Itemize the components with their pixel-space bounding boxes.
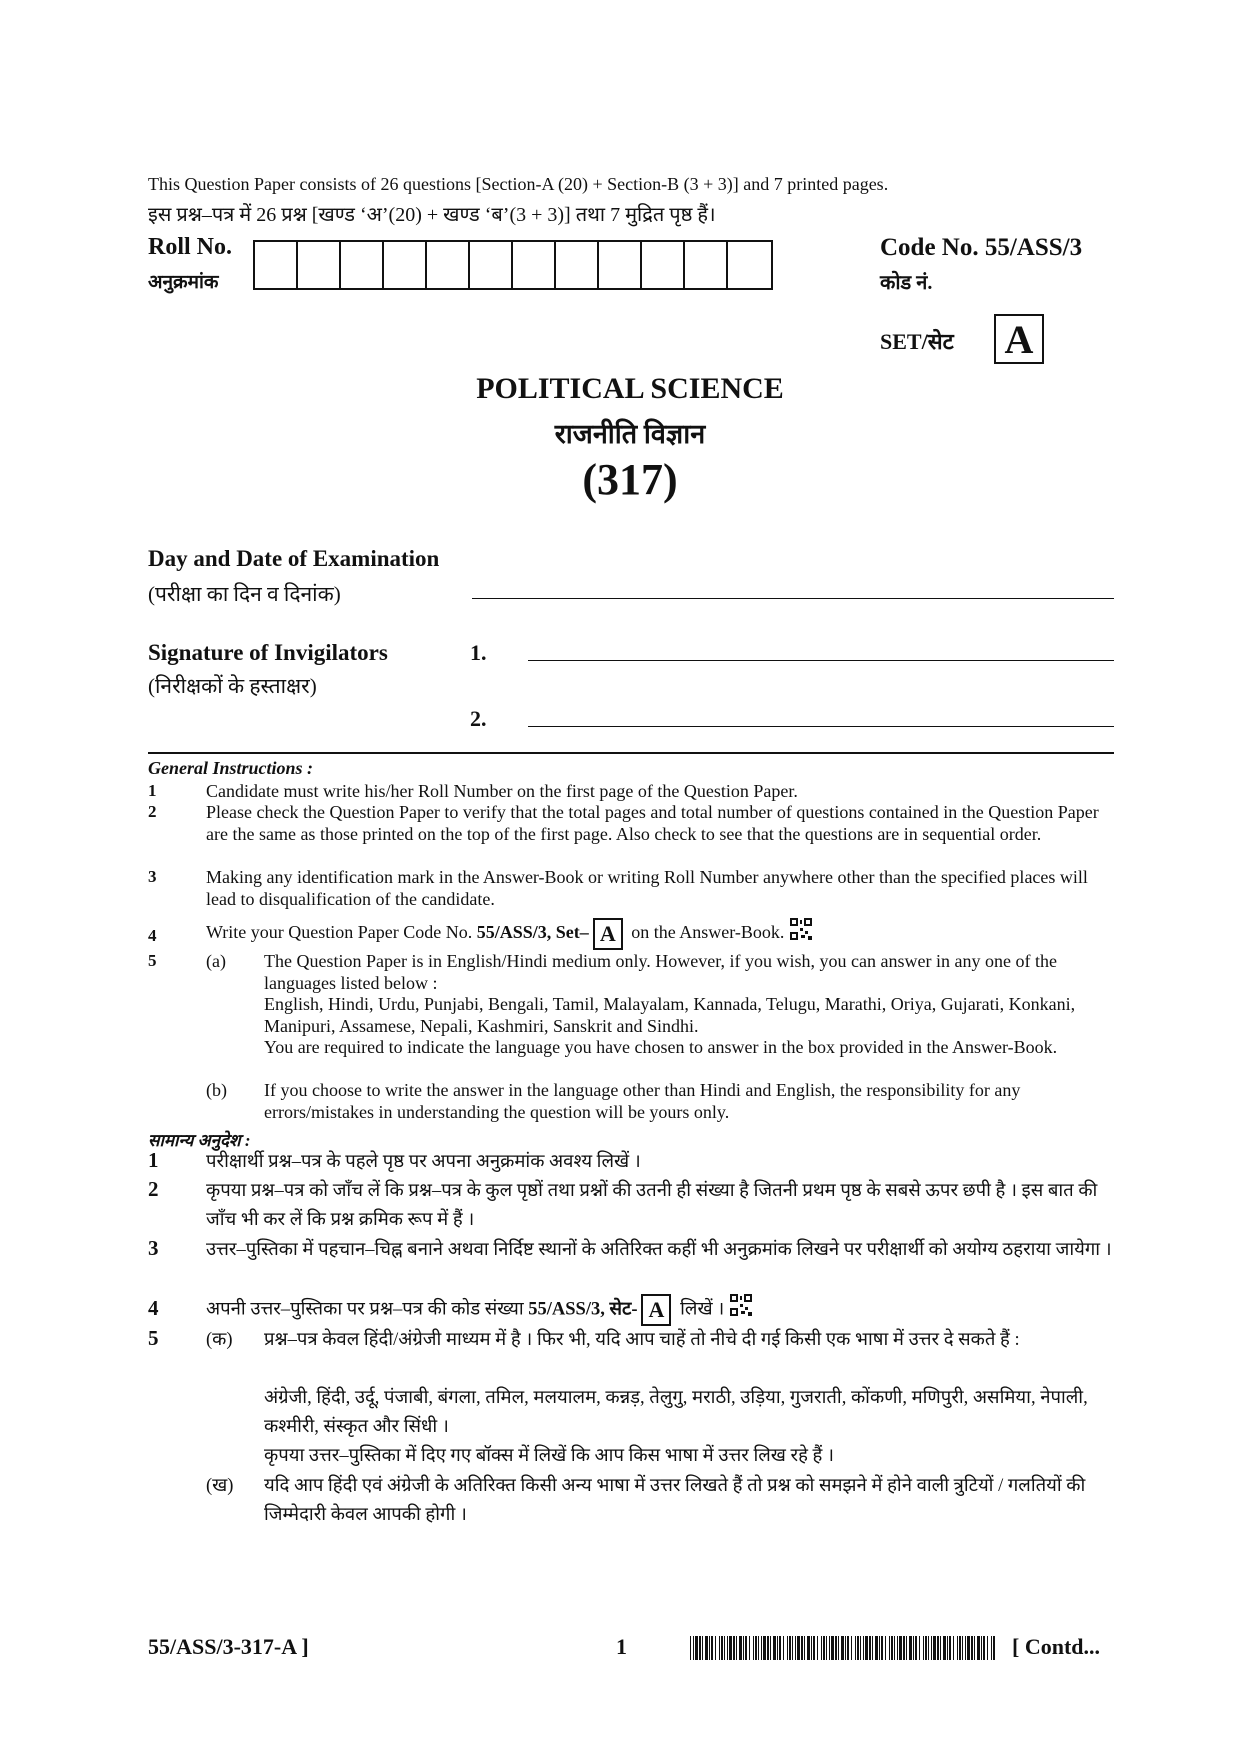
barcode-bar [863,1636,864,1660]
continued-label: [ Contd... [1012,1634,1101,1659]
roll-digit-box[interactable] [685,242,728,288]
instruction-text: If you choose to write the answer in the language other than Hindi and English, the responsibility for any errors/mistakes in understanding the question will be yours only. [264,1080,1021,1122]
barcode-bar [811,1636,812,1660]
barcode-bar [959,1636,961,1660]
date-label-hi: (परीक्षा का दिन व दिनांक) [148,582,341,606]
barcode-bar [957,1636,958,1660]
barcode-bar [894,1636,895,1660]
page-number: 1 [616,1634,627,1659]
hindi-instruction-text-code [206,1294,1116,1326]
roll-digit-box[interactable] [298,242,341,288]
barcode-bar [943,1636,946,1660]
barcode-bar [777,1636,778,1660]
barcode-bar [699,1636,701,1660]
general-instructions-heading: General Instructions : [148,758,314,778]
qr-code-icon [730,1294,752,1316]
barcode-bar [733,1636,735,1660]
barcode-bar [971,1636,973,1660]
signature-label-hi: (निरीक्षकों के हस्ताक्षर) [148,674,317,698]
barcode-bar [885,1636,886,1660]
barcode-bar [693,1636,694,1660]
barcode-bar [845,1636,846,1660]
barcode-bar [906,1636,907,1660]
barcode-bar [925,1636,927,1660]
instruction-text: Candidate must write his/her Roll Number on the first page of the Question Paper. [206,781,798,801]
hindi-instruction-text: परीक्षार्थी प्रश्न–पत्र के पहले पृष्ठ पर अपना अनुक्रमांक अवश्य लिखें । [206,1152,641,1172]
barcode-bar [783,1636,784,1660]
hindi-instruction-sub-b: (ख) [206,1476,234,1496]
barcode-bar [729,1636,732,1660]
barcode-bar [761,1636,762,1660]
hindi-instruction-text-part: लिखें । [675,1299,725,1320]
barcode-bar [949,1636,951,1660]
roll-no-label: Roll No. [148,234,232,260]
barcode-bar [753,1636,754,1660]
barcode-bar [872,1636,873,1660]
barcode-bar [913,1636,914,1660]
set-inline-box: A [593,918,623,950]
barcode-bar [937,1636,939,1660]
barcode-bar [962,1636,963,1660]
barcode-bar [875,1636,878,1660]
barcode-bar [792,1636,793,1660]
barcode-bar [789,1636,791,1660]
barcode-bar [695,1636,698,1660]
barcode-bar [981,1636,982,1660]
instruction-code-bold: 55/ASS/3, Set– [476,922,589,943]
code-number-hi: कोड नं. [880,272,933,294]
barcode-bar [773,1636,776,1660]
barcode-bar [721,1636,723,1660]
barcode-bar [987,1636,988,1660]
set-label: SET/सेट [880,329,954,354]
hindi-instruction-number: 1 [148,1148,159,1172]
set-box: A [994,314,1044,364]
qr-code-icon [790,918,812,940]
instruction-text: The Question Paper is in English/Hindi medium only. However, if you wish, you can answer in any one of the languages listed below : [264,951,1057,993]
barcode-bar [953,1636,954,1660]
barcode-bar [804,1636,805,1660]
roll-digit-box[interactable] [255,242,298,288]
barcode-bar [940,1636,941,1660]
instruction-number: 4 [148,926,157,945]
subject-title: POLITICAL SCIENCE [476,372,784,405]
barcode-bar [967,1636,970,1660]
instruction-text-part: Write your Question Paper Code No. [206,922,477,943]
barcode-bar [881,1636,883,1660]
roll-number-boxes[interactable] [253,240,773,290]
barcode-bar [974,1636,975,1660]
barcode-bar [795,1636,796,1660]
barcode-bar [869,1636,871,1660]
signature-1-line[interactable] [528,660,1114,661]
barcode-bar [933,1636,936,1660]
hindi-instruction-code-bold: 55/ASS/3, सेट- [528,1299,638,1320]
barcode-bar [879,1636,880,1660]
barcode-bar [928,1636,929,1660]
barcode-bar [821,1636,822,1660]
barcode-bar [847,1636,849,1660]
barcode-bar [983,1636,985,1660]
barcode-bar [855,1636,856,1660]
instruction-number: 5 [148,951,157,970]
barcode-bar [897,1636,898,1660]
barcode-icon [690,1636,996,1660]
instruction-sub-b: (b) [206,1080,227,1100]
barcode-bar [919,1636,920,1660]
barcode-bar [709,1636,710,1660]
barcode-bar [860,1636,861,1660]
barcode-bar [838,1636,839,1660]
roll-digit-box[interactable] [642,242,685,288]
barcode-bar [857,1636,859,1660]
instruction-text-languages: English, Hindi, Urdu, Punjabi, Bengali, Tamil, Malayalam, Kannada, Telugu, Marathi, Oriya, Gujarati, Konkani, Manipuri, Assamese, Nepali, Kashmiri, Sanskrit and Sindhi. [264,994,1076,1036]
roll-digit-box[interactable] [384,242,427,288]
instruction-text: Making any identification mark in the Answer-Book or writing Roll Number anywhere other than the specified places will lead to disqualification of the candidate. [206,867,1088,909]
barcode-bar [779,1636,781,1660]
hindi-instruction-number: 2 [148,1177,159,1201]
barcode-bar [749,1636,750,1660]
barcode-bar [835,1636,837,1660]
barcode-bar [851,1636,852,1660]
instruction-text: You are required to indicate the language you have chosen to answer in the box provided in the Answer-Book. [264,1037,1058,1057]
date-field-line[interactable] [472,598,1114,599]
hindi-instruction-text: उत्तर–पुस्तिका में पहचान–चिह्न बनाने अथवा निर्दिष्ट स्थानों के अतिरिक्त कहीं भी अनुक्रमांक लिखने पर परीक्षार्थी को अयोग्य ठहराया जायेगा । [206,1240,1112,1260]
paper-consists-en: This Question Paper consists of 26 questions [Section-A (20) + Section-B (3 + 3)] and 7 printed pages. [148,174,889,194]
instruction-number: 2 [148,802,157,821]
barcode-bar [767,1636,769,1660]
roll-digit-box[interactable] [599,242,642,288]
roll-no-label-hi: अनुक्रमांक [148,272,219,293]
hindi-instruction-text: कृपया उत्तर–पुस्तिका में दिए गए बॉक्स में लिखें कि आप किस भाषा में उत्तर लिख रहे हैं । [264,1446,835,1466]
barcode-bar [745,1636,747,1660]
barcode-bar [923,1636,924,1660]
barcode-bar [915,1636,917,1660]
barcode-bar [817,1636,818,1660]
roll-digit-box[interactable] [341,242,384,288]
barcode-bar [743,1636,744,1660]
roll-digit-box[interactable] [728,242,771,288]
set-inline-box-hi: A [641,1294,671,1326]
barcode-bar [823,1636,825,1660]
barcode-bar [715,1636,716,1660]
barcode-bar [829,1636,830,1660]
barcode-bar [909,1636,912,1660]
barcode-bar [705,1636,708,1660]
barcode-bar [891,1636,893,1660]
instruction-number: 3 [148,867,157,886]
barcode-bar [813,1636,815,1660]
signature-2-number: 2. [470,706,487,731]
instruction-text-part: on the Answer-Book. [626,922,785,943]
instruction-sub-a: (a) [206,951,226,971]
hindi-instruction-text: कृपया प्रश्न–पत्र को जाँच लें कि प्रश्न–पत्र के कुल पृष्ठों तथा प्रश्नों की उतनी ही संख्या है जितनी प्रथम पृष्ठ के सबसे ऊपर छपी है । इस बात की जाँच भी कर लें कि प्रश्न क्रमिक रूप में हैं । [206,1181,1098,1230]
barcode-bar [993,1636,995,1660]
barcode-bar [899,1636,902,1660]
barcode-bar [719,1636,720,1660]
barcode-bar [831,1636,834,1660]
barcode-bar [947,1636,948,1660]
barcode-bar [770,1636,771,1660]
barcode-bar [991,1636,992,1660]
hindi-instruction-text-part: अपनी उत्तर–पुस्तिका पर प्रश्न–पत्र की कोड संख्या [206,1299,529,1320]
barcode-bar [841,1636,844,1660]
section-divider [148,752,1114,754]
footer-paper-code: 55/ASS/3-317-A ] [148,1634,309,1659]
paper-consists-hi: इस प्रश्न–पत्र में 26 प्रश्न [खण्ड ‘अ’(20) + खण्ड ‘ब’(3 + 3)] तथा 7 मुद्रित पृष्ठ हैं। [148,204,716,226]
barcode-bar [931,1636,932,1660]
hindi-instruction-number: 5 [148,1326,159,1350]
subject-title-hi: राजनीति विज्ञान [554,419,706,449]
instruction-text-code [206,918,1116,950]
signature-2-line[interactable] [528,726,1114,727]
hindi-instruction-text: प्रश्न–पत्र केवल हिंदी/अंग्रेजी माध्यम में है । फिर भी, यदि आप चाहें तो नीचे दी गई किसी एक भाषा में उत्तर दे सकते हैं : [264,1330,1020,1350]
barcode-bar [977,1636,980,1660]
barcode-bar [903,1636,905,1660]
barcode-bar [739,1636,742,1660]
barcode-bar [801,1636,803,1660]
roll-digit-box[interactable] [556,242,599,288]
roll-digit-box[interactable] [427,242,470,288]
hindi-instruction-text: यदि आप हिंदी एवं अंग्रेजी के अतिरिक्त किसी अन्य भाषा में उत्तर लिखते हैं तो प्रश्न को समझने में होने वाली त्रुटियों / गलतियों की जिम्मेदारी केवल आपकी होगी । [264,1476,1086,1525]
signature-1-number: 1. [470,640,487,665]
signature-label: Signature of Invigilators [148,640,388,665]
instruction-number: 1 [148,781,157,800]
code-number: Code No. 55/ASS/3 [880,234,1083,261]
barcode-bar [711,1636,713,1660]
hindi-instruction-number: 3 [148,1236,159,1260]
hindi-instruction-number: 4 [148,1296,159,1320]
subject-code: (317) [582,455,678,504]
hindi-instruction-text-languages: अंग्रेजी, हिंदी, उर्दू, पंजाबी, बंगला, तमिल, मलयालम, कन्नड़, तेलुगु, मराठी, उड़िया, गुजराती, कोंकणी, मणिपुरी, असमिया, नेपाली, कश्मीरी, संस्कृत और सिंधी । [264,1388,1088,1437]
barcode-bar [763,1636,766,1660]
barcode-bar [727,1636,728,1660]
roll-digit-box[interactable] [513,242,556,288]
barcode-bar [807,1636,810,1660]
date-label: Day and Date of Examination [148,546,440,571]
barcode-bar [724,1636,725,1660]
barcode-bar [755,1636,757,1660]
barcode-bar [690,1636,691,1660]
barcode-bar [736,1636,737,1660]
barcode-bar [965,1636,966,1660]
barcode-bar [787,1636,788,1660]
barcode-bar [889,1636,890,1660]
barcode-bar [758,1636,759,1660]
instruction-text: Please check the Question Paper to verify that the total pages and total number of questions contained in the Question Paper are the same as those printed on the top of the first page. Also check to see that the questions are in sequential order. [206,802,1099,844]
barcode-bar [865,1636,868,1660]
roll-digit-box[interactable] [470,242,513,288]
barcode-bar [797,1636,800,1660]
barcode-bar [826,1636,827,1660]
hindi-instructions-heading: सामान्य अनुदेश : [148,1131,251,1150]
hindi-instruction-sub-a: (क) [206,1330,233,1350]
barcode-bar [702,1636,703,1660]
